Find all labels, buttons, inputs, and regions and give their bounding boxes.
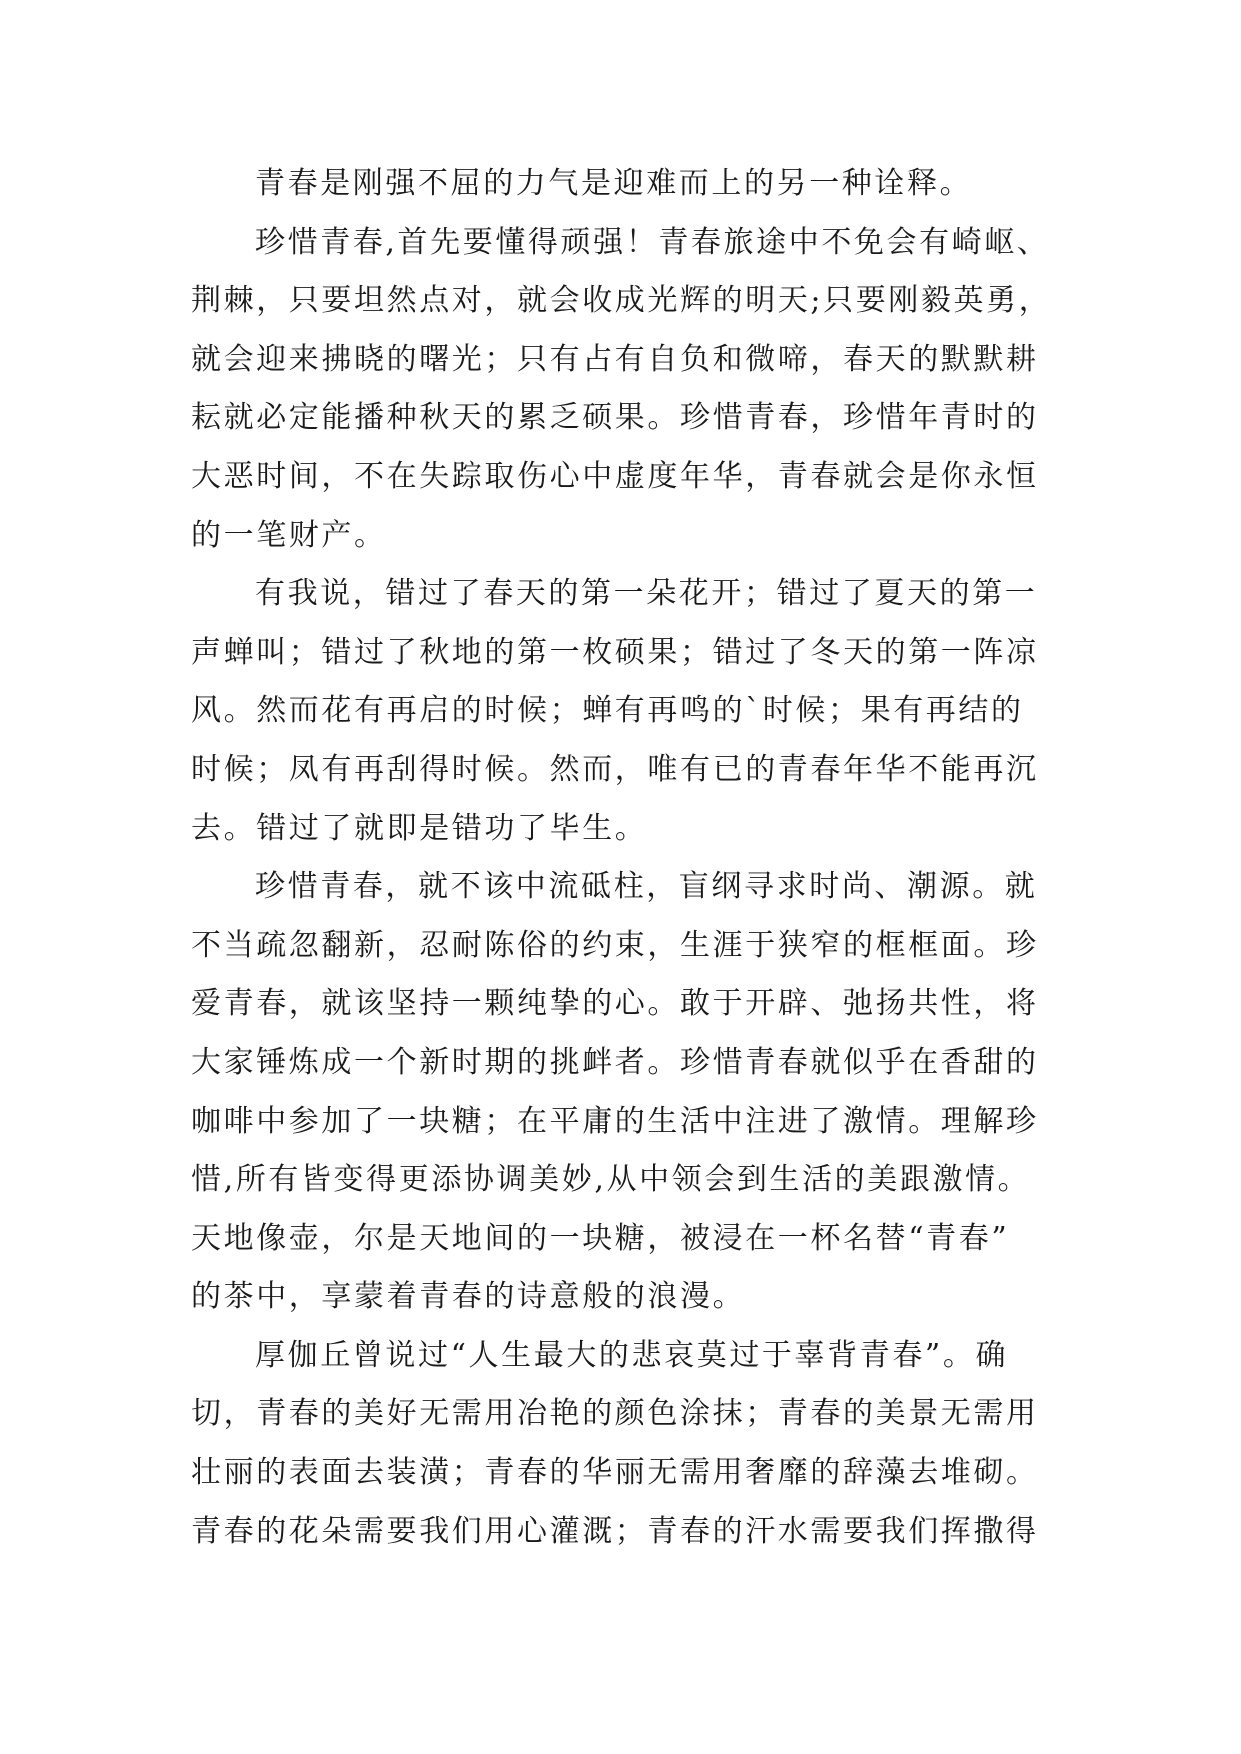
text-line: 声蝉叫；错过了秋地的第一枚硕果；错过了冬天的第一阵凉	[191, 634, 1039, 670]
text-line: 时候；凤有再刮得时候。然而，唯有已的青春年华不能再沉	[191, 751, 1039, 787]
text-line: 的一笔财产。	[191, 517, 387, 553]
text-line: 就会迎来拂晓的曙光；只有占有自负和微啼，春天的默默耕	[191, 341, 1039, 377]
text-line: 惜,所有皆变得更添协调美妙,从中领会到生活的美跟激情。	[191, 1162, 1031, 1198]
text-line: 咖啡中参加了一块糖；在平庸的生活中注进了激情。理解珍	[191, 1103, 1039, 1139]
body-text	[191, 155, 1091, 1561]
text-line: 耘就必定能播种秋天的累乏硕果。珍惜青春，珍惜年青时的	[191, 400, 1039, 436]
text-line: 青春是刚强不屈的力气是迎难而上的另一种诠释。	[255, 166, 973, 201]
text-line: 天地像壶，尔是天地间的一块糖，被浸在一杯名替“青春”	[191, 1220, 1010, 1256]
text-line: 厚伽丘曾说过“人生最大的悲哀莫过于辜背青春”。确	[255, 1337, 1009, 1373]
text-line: 爱青春，就该坚持一颗纯挚的心。敢于开辟、弛扬共性，将	[191, 986, 1039, 1022]
text-line: 不当疏忽翻新，忍耐陈俗的约束，生涯于狭窄的框框面。珍	[191, 927, 1039, 963]
text-line: 大家锤炼成一个新时期的挑衅者。珍惜青春就似乎在香甜的	[191, 1044, 1039, 1080]
text-line: 的茶中，享蒙着青春的诗意般的浪漫。	[191, 1279, 746, 1315]
text-line: 风。然而花有再启的时候；蝉有再鸣的`时候；果有再结的	[191, 693, 1024, 729]
text-line: 切，青春的美好无需用冶艳的颜色涂抹；青春的美景无需用	[191, 1396, 1039, 1432]
text-line: 去。错过了就即是错功了毕生。	[191, 810, 648, 846]
text-line: 大恶时间，不在失踪取伤心中虚度年华，青春就会是你永恒	[191, 458, 1039, 494]
text-line: 青春的花朵需要我们用心灌溉；青春的汗水需要我们挥撒得	[191, 1513, 1039, 1549]
text-line: 有我说，错过了春天的第一朵花开；错过了夏天的第一	[255, 576, 1038, 612]
text-line: 壮丽的表面去装潢；青春的华丽无需用奢靡的辞藻去堆砌。	[191, 1455, 1039, 1491]
text-line: 珍惜青春，就不该中流砥柱，盲纲寻求时尚、潮源。就	[255, 869, 1038, 905]
text-line: 荆棘，只要坦然点对，就会收成光辉的明天;只要刚毅英勇，	[191, 283, 1052, 319]
text-line: 珍惜青春,首先要懂得顽强！青春旅途中不免会有崎岖、	[255, 224, 1050, 260]
